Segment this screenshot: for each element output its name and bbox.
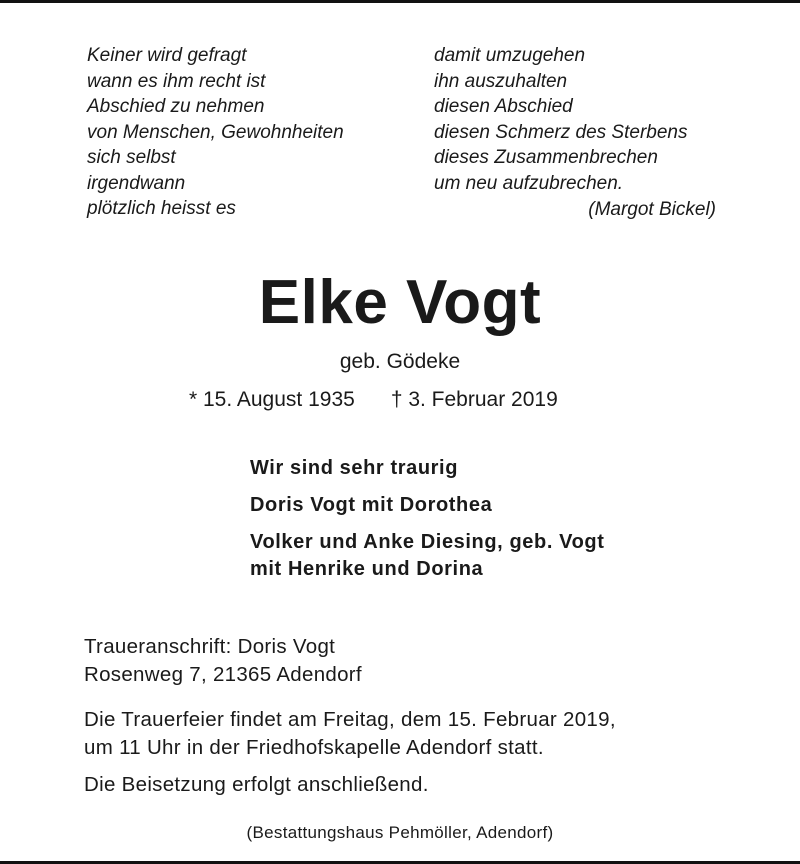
birth-date: * 15. August 1935 <box>189 388 355 411</box>
life-dates <box>189 388 558 412</box>
poem-line: diesen Abschied <box>434 96 573 117</box>
poem-line: von Menschen, Gewohnheiten <box>87 121 344 143</box>
poem-line: ihn auszuhalten <box>434 70 568 92</box>
poem-line: um neu aufzubrechen. <box>434 172 624 194</box>
burial-info <box>84 771 429 799</box>
poem-right-column <box>434 43 687 196</box>
poem-line: Abschied zu nehmen <box>87 96 265 117</box>
family-signatures <box>250 455 605 583</box>
address-line: Traueranschrift: Doris Vogt <box>84 635 336 658</box>
poem-line: wann es ihm recht ist <box>87 70 266 92</box>
funeral-home: (Bestattungshaus Pehmöller, Adendorf) <box>246 823 554 842</box>
funeral-ceremony-info <box>84 706 616 762</box>
deceased-name: Elke Vogt <box>258 268 542 337</box>
ceremony-line: Die Trauerfeier findet am Freitag, dem 15. Februar 2019, <box>84 708 616 731</box>
family-line: Volker und Anke Diesing, geb. Vogt <box>250 531 605 553</box>
poem-left-column <box>87 43 344 222</box>
poem-author: (Margot Bickel) <box>588 199 716 220</box>
burial-line: Die Beisetzung erfolgt anschließend. <box>84 773 429 796</box>
family-line: mit Henrike und Dorina <box>250 558 484 580</box>
poem-line: Keiner wird gefragt <box>87 45 247 66</box>
poem-line: dieses Zusammenbrechen <box>434 147 658 168</box>
mourning-address <box>84 633 362 689</box>
ceremony-line: um 11 Uhr in der Friedhofskapelle Adendorf statt. <box>84 736 544 759</box>
death-date: † 3. Februar 2019 <box>390 388 558 411</box>
poem-line: diesen Schmerz des Sterbens <box>434 121 688 143</box>
maiden-name: geb. Gödeke <box>339 350 461 373</box>
poem-line: damit umzugehen <box>434 45 586 66</box>
family-intro: Wir sind sehr traurig <box>250 457 459 479</box>
poem-line: plötzlich heisst es <box>87 198 236 219</box>
address-line: Rosenweg 7, 21365 Adendorf <box>84 663 362 686</box>
family-line: Doris Vogt mit Dorothea <box>250 494 493 516</box>
poem-line: sich selbst <box>87 147 176 168</box>
poem-line: irgendwann <box>87 172 186 194</box>
